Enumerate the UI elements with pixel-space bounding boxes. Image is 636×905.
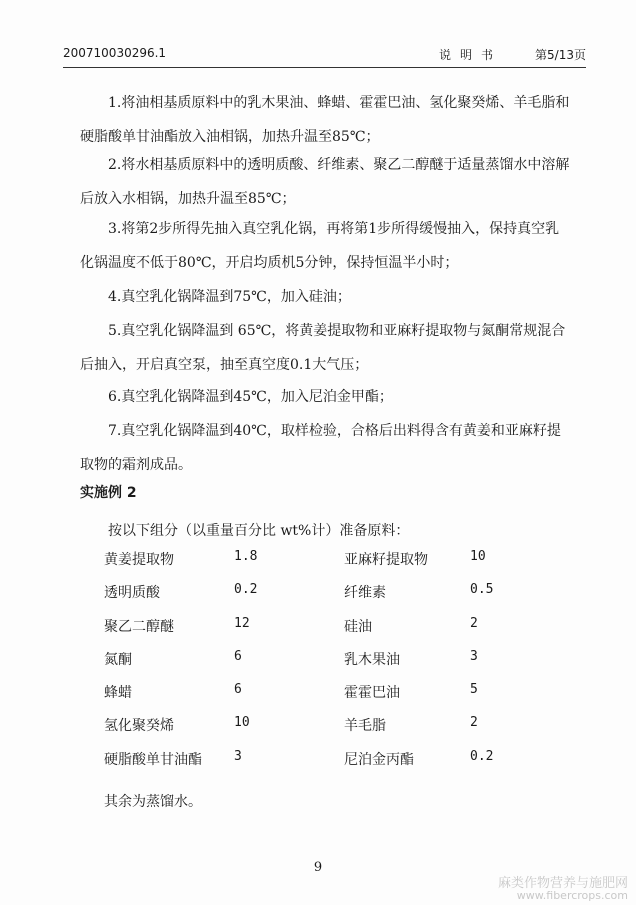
step-paragraph-1: 1.将油相基质原料中的乳木果油、蜂蜡、霍霍巴油、氢化聚癸烯、羊毛脂和硬脂酸单甘油酯放入油相锅，加热升温至85℃； [80, 95, 570, 145]
ingredient-name: 透明质酸 [104, 585, 160, 602]
ingredient-name: 亚麻籽提取物 [344, 552, 428, 568]
ingredient-name: 氮酮 [104, 651, 132, 668]
ingredient-name: 黄姜提取物 [104, 552, 174, 568]
header-divider [63, 67, 586, 68]
ingredient-amount: 1.8 [234, 549, 258, 564]
ingredient-amount: 6 [234, 682, 242, 698]
example-title: 实施例 2 [80, 485, 137, 501]
ingredient-row [104, 616, 504, 649]
ingredient-name: 尼泊金丙酯 [344, 751, 414, 768]
document-type: 说明书 [438, 48, 502, 62]
ingredient-amount: 0.2 [470, 748, 494, 764]
ingredient-name: 硅油 [344, 618, 372, 635]
ingredient-amount: 2 [470, 715, 478, 731]
ingredient-row [104, 582, 504, 615]
ingredient-amount: 5 [470, 682, 478, 698]
example-intro: 按以下组分（以重量百分比 wt%计）准备原料： [108, 523, 410, 539]
ingredient-amount: 0.2 [234, 582, 258, 598]
watermark-url: www.fibercrops.com [516, 889, 628, 902]
page-header [63, 46, 586, 66]
page-count: 第5/13页 [535, 48, 586, 62]
page-number: 9 [313, 860, 323, 875]
step-paragraph-3: 3.将第2步所得先抽入真空乳化锅，再将第1步所得缓慢抽入，保持真空乳化锅温度不低于80℃，开启均质机5分钟，保持恒温半小时； [80, 221, 560, 271]
step-paragraph-2: 2.将水相基质原料中的透明质酸、纤维素、聚乙二醇醚于适量蒸馏水中溶解后放入水相锅，加热升温至85℃； [80, 157, 570, 207]
ingredient-name: 硬脂酸单甘油酯 [104, 751, 202, 768]
step-paragraph-6: 6.真空乳化锅降温到45℃，加入尼泊金甲酯； [108, 389, 393, 405]
ingredient-name: 霍霍巴油 [344, 685, 400, 702]
ingredient-name: 羊毛脂 [344, 718, 386, 735]
document-number: 200710030296.1 [63, 46, 167, 60]
ingredient-row [104, 749, 504, 782]
step-paragraph-7: 7.真空乳化锅降温到40℃，取样检验，合格后出料得含有黄姜和亚麻籽提取物的霜剂成品。 [80, 423, 561, 473]
ingredient-name: 蜂蜡 [104, 685, 132, 702]
ingredient-name: 乳木果油 [344, 651, 400, 668]
ingredient-amount: 3 [470, 648, 478, 664]
closing-note: 其余为蒸馏水。 [104, 794, 202, 810]
ingredient-row [104, 649, 504, 682]
ingredient-name: 纤维素 [344, 585, 386, 602]
ingredient-amount: 2 [470, 615, 478, 631]
ingredient-amount: 10 [470, 549, 486, 564]
watermark-title: 麻类作物营养与施肥网 [497, 876, 628, 891]
ingredient-name: 氢化聚癸烯 [104, 718, 174, 735]
ingredient-row [104, 715, 504, 748]
ingredient-amount: 12 [234, 615, 250, 631]
step-paragraph-5: 5.真空乳化锅降温到 65℃，将黄姜提取物和亚麻籽提取物与氮酮常规混合后抽入，开启真空泵，抽至真空度0.1大气压； [80, 323, 566, 373]
step-paragraph-4: 4.真空乳化锅降温到75℃，加入硅油； [108, 289, 351, 305]
ingredient-amount: 6 [234, 648, 242, 664]
ingredient-amount: 10 [234, 715, 250, 731]
ingredient-amount: 3 [234, 748, 242, 764]
ingredient-row [104, 549, 504, 582]
ingredient-name: 聚乙二醇醚 [104, 618, 174, 635]
ingredient-amount: 0.5 [470, 582, 494, 598]
ingredient-row [104, 682, 504, 715]
ingredient-list [104, 549, 504, 782]
